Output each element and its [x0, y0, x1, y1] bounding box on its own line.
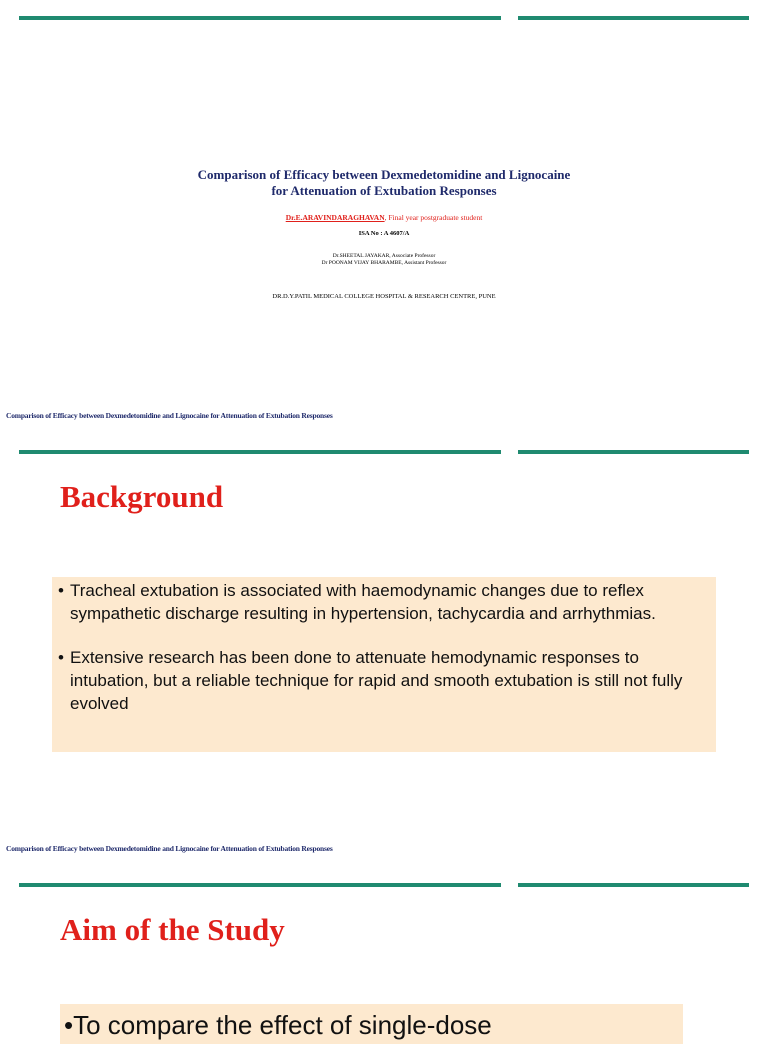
- faculty-1: Dr.SHEETAL JAYAKAR, Associate Professor: [332, 253, 436, 259]
- bullet-dot-icon: •: [58, 581, 64, 600]
- author-role: , Final year postgraduate student: [384, 213, 483, 222]
- slide-heading: Aim of the Study: [60, 912, 285, 947]
- slide-footer: Comparison of Efficacy between Dexmedetomidine and Lignocaine for Attenuation of Extubation Responses: [6, 411, 333, 420]
- institution-name: DR.D.Y.PATIL MEDICAL COLLEGE HOSPITAL & RESEARCH CENTRE, PUNE: [272, 293, 496, 300]
- top-rule-left: [19, 16, 501, 20]
- slide-heading: Background: [60, 479, 224, 514]
- bullet-dot-icon: •: [64, 1010, 74, 1040]
- title-line-2: for Attenuation of Extubation Responses: [271, 183, 497, 198]
- faculty-list: [0, 253, 768, 267]
- author-name: Dr.E.ARAVINDARAGHAVAN: [285, 213, 385, 222]
- bullet-text: Tracheal extubation is associated with haemodynamic changes due to reflex sympathetic discharge resulting in hypertension, tachycardia and arrhythmias.: [70, 581, 656, 623]
- bullet-item: [58, 579, 704, 625]
- author-line: [0, 213, 768, 222]
- faculty-2: Dr POONAM VIJAY BHARAMBE, Assistant Professor: [321, 260, 447, 266]
- background-slide: [0, 434, 768, 868]
- top-rule-left: [19, 883, 501, 887]
- bullet-box: [60, 1004, 683, 1044]
- bullet-dot-icon: •: [58, 648, 64, 667]
- bullet-text: Extensive research has been done to attenuate hemodynamic responses to intubation, but a reliable technique for rapid and smooth extubation is still not fully evolved: [70, 648, 683, 713]
- bullet-item: [58, 646, 704, 715]
- isa-number: ISA No : A 4607/A: [358, 230, 410, 237]
- top-rule-right: [518, 883, 749, 887]
- title-line-1: Comparison of Efficacy between Dexmedetomidine and Lignocaine: [197, 167, 571, 182]
- top-rule-right: [518, 450, 749, 454]
- top-rule-left: [19, 450, 501, 454]
- title-slide: [0, 0, 768, 434]
- aim-slide: [0, 868, 768, 1040]
- top-rule-right: [518, 16, 749, 20]
- slide-footer: Comparison of Efficacy between Dexmedetomidine and Lignocaine for Attenuation of Extubation Responses: [6, 844, 333, 853]
- bullet-text: To compare the effect of single-dose: [73, 1010, 492, 1040]
- bullet-box: [52, 577, 716, 752]
- presentation-title: [0, 167, 768, 199]
